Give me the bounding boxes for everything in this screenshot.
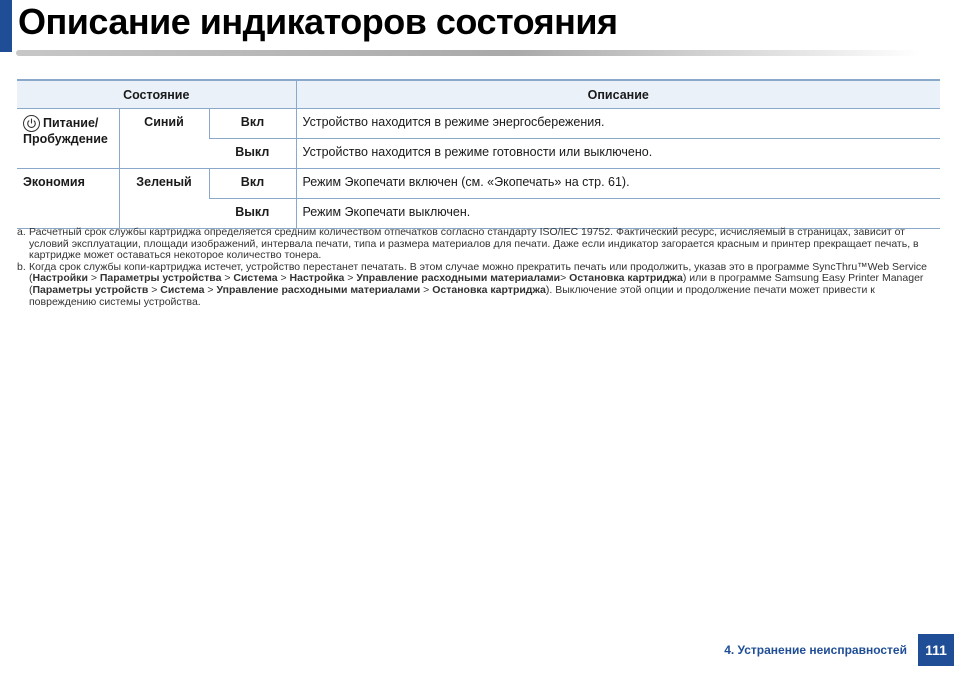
description-cell: Устройство находится в режиме готовности или выключено. [296,139,940,169]
menu-path-separator: > [344,272,357,285]
description-cell: Режим Экопечати выключен. [296,199,940,229]
footnote-b [17,262,939,308]
menu-path-separator: > [221,272,234,285]
title-divider [16,50,921,56]
menu-path-item: Настройка [289,272,345,285]
footnotes [17,227,939,308]
menu-path-item: Параметры устройства [99,272,222,285]
eco-label-cell: Экономия [17,169,119,229]
power-label-line2: Пробуждение [23,132,108,146]
description-cell: Устройство находится в режиме энергосбережения. [296,109,940,139]
footnote-b-text [29,262,939,308]
eco-color-cell: Зеленый [119,169,209,229]
note-text-segment: ) или в программе Samsung Easy Printer Manager ( [29,272,924,296]
mode-cell: Выкл [209,199,296,229]
menu-path-item: Остановка картриджа [569,272,683,285]
menu-path-separator: > [277,272,290,285]
page-title: Описание индикаторов состояния [18,1,618,42]
menu-path-item: Параметры устройств [32,283,149,296]
power-wake-cell [17,109,119,169]
power-icon [23,115,40,132]
note-text-segment: Когда срок службы копи-картриджа истечет, устройство перестанет печатать. В этом случае можно прекратить печать или продолжить, указав это в программе SyncThru™Web Service ( [29,260,927,285]
description-cell: Режим Экопечати включен (см. «Экопечать» на стр. 61). [296,169,940,199]
menu-path-separator: > [87,272,100,285]
table-row [17,169,940,199]
menu-path-separator: > [148,283,161,296]
note-text-segment: ). Выключение этой опции и продолжение печати может привести к повреждению системы устройства. [29,283,875,308]
table-row [17,109,940,139]
menu-path-item: Система [233,272,278,285]
menu-path-item: Система [160,283,205,296]
status-indicator-table [17,79,940,229]
table-header-row [17,80,940,109]
menu-path-item: Управление расходными материалами [356,272,561,285]
menu-path-item: Остановка картриджа [432,283,546,296]
page-number-badge: 111 [918,634,954,666]
header-description: Описание [296,80,940,109]
footer-chapter-link[interactable]: 4. Устранение неисправностей [724,643,907,657]
menu-path-separator: > [560,272,570,285]
menu-path-separator: > [420,283,433,296]
title-accent-bar [0,0,12,52]
menu-path-item: Управление расходными материалами [216,283,421,296]
footnote-b-mark: b. [17,260,26,273]
power-color-cell: Синий [119,109,209,169]
mode-cell: Вкл [209,169,296,199]
mode-cell: Вкл [209,109,296,139]
menu-path-separator: > [204,283,217,296]
power-label-line1: Питание/ [43,115,99,130]
menu-path-item: Настройки [32,272,88,285]
footnote-a [17,227,939,262]
footnote-a-mark: a. [17,226,26,238]
mode-cell: Выкл [209,139,296,169]
header-state: Состояние [17,80,296,109]
footnote-a-text: Расчетный срок службы картриджа определяется средним количеством отпечатков согласно стандарту ISO/IEC 19752. Фактический ресурс, исчисляемый в страницах, зависит от условий эксплуатации, площади изображений, интервала печати, типа и размера материалов для печати. Даже если индикатор загорается красным и принтер прекращает печать, в картридже может оставаться некоторое количество тонера. [29,226,919,262]
